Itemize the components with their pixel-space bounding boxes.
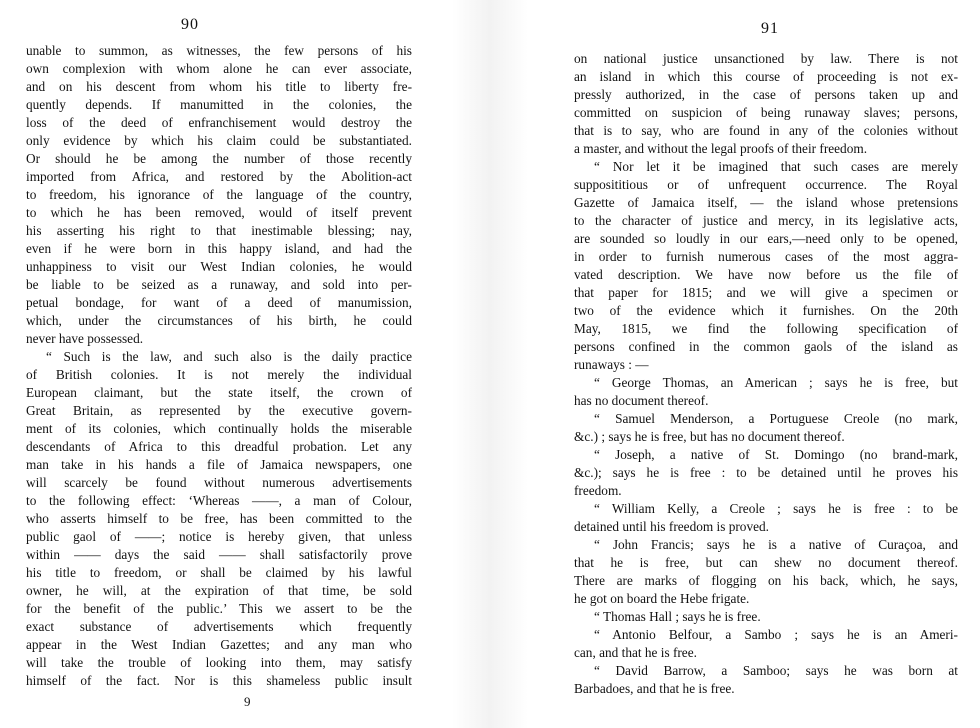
text-line: imported from Africa, and restored by the Abolition-act <box>26 169 412 184</box>
text-line: that is to say, who are found in any of the colonies without <box>574 123 958 138</box>
text-line: persons confined in the common gaols of the island as <box>574 339 958 354</box>
text-line: freedom. <box>574 483 622 498</box>
text-line: in order to furnish numerous cases of the most aggra- <box>574 249 958 264</box>
text-line: will take the trouble of looking into them, may satisfy <box>26 655 412 670</box>
text-line: “ Thomas Hall ; says he is free. <box>594 609 761 624</box>
text-line: he got on board the Hebe frigate. <box>574 591 750 606</box>
left-page-text <box>26 42 412 690</box>
text-line: unable to summon, as witnesses, the few persons of his <box>26 43 412 58</box>
text-line: detained until his freedom is proved. <box>574 519 769 534</box>
text-line: committed on suspicion of being runaway slaves; persons, <box>574 105 958 120</box>
text-line: petual bondage, for want of a deed of manumission, <box>26 295 412 310</box>
text-line: never have possessed. <box>26 331 144 346</box>
text-line: his asserting his right to that inestimable blessing; nay, <box>26 223 412 238</box>
text-line: public gaol of ——; notice is hereby given, that unless <box>26 529 412 544</box>
text-line: Gazette of Jamaica itself, — the island whose pretensions <box>574 195 958 210</box>
text-line: There are marks of flogging on his back, which, he says, <box>574 573 958 588</box>
text-line: “ George Thomas, an American ; says he is free, but <box>594 375 958 390</box>
text-line: himself of the fact. Nor is this shameless public insult <box>26 673 412 688</box>
text-line: unhappiness to visit our West Indian colonies, he would <box>26 259 412 274</box>
text-line: that he is free, but can shew no document thereof. <box>574 555 958 570</box>
text-line: &c.); says he is free : to be detained until he proves his <box>574 465 958 480</box>
text-line: to which he has been removed, would of itself prevent <box>26 205 412 220</box>
right-page-text <box>574 50 958 698</box>
text-line: owner, he will, at the expiration of that time, be sold <box>26 583 412 598</box>
text-line: man take in his hands a file of Jamaica newspapers, one <box>26 457 412 472</box>
text-line: own complexion with whom alone he can ever associate, <box>26 61 412 76</box>
text-line: descendants of Africa to this dreadful probation. Let any <box>26 439 412 454</box>
text-line: “ John Francis; says he is a native of Curaçoa, and <box>594 537 958 552</box>
text-line: and on his descent from whom his title to liberty fre- <box>26 79 412 94</box>
text-line: pressly authorized, in the case of persons taken up and <box>574 87 958 102</box>
page-number-left: 90 <box>181 16 199 33</box>
text-line: supposititious or of unfrequent occurrence. The Royal <box>574 177 958 192</box>
page-number-right: 91 <box>761 20 779 37</box>
text-line: quently depends. If manumitted in the colonies, the <box>26 97 412 112</box>
book-gutter <box>452 0 528 728</box>
text-line: Or should he be among the number of those recently <box>26 151 412 166</box>
text-line: “ Samuel Menderson, a Portuguese Creole (no mark, <box>594 411 958 426</box>
text-line: that paper for 1815; and we will give a specimen or <box>574 285 958 300</box>
text-line: “ Antonio Belfour, a Sambo ; says he is an Ameri- <box>594 627 958 642</box>
text-line: two of the evidence which it furnishes. On the 20th <box>574 303 958 318</box>
text-line: can, and that he is free. <box>574 645 697 660</box>
text-line: to the character of justice and mercy, in its legislative acts, <box>574 213 958 228</box>
text-line: even if he were born in this happy island, and had the <box>26 241 412 256</box>
text-line: &c.) ; says he is free, but has no document thereof. <box>574 429 845 444</box>
text-line: will scarcely be found without numerous advertisements <box>26 475 412 490</box>
text-line: who asserts himself to be free, has been committed to the <box>26 511 412 526</box>
text-line: vated description. We have now before us the file of <box>574 267 958 282</box>
text-line: which, under the circumstances of his birth, he could <box>26 313 412 328</box>
text-line: Great Britain, as represented by the executive govern- <box>26 403 412 418</box>
text-line: May, 1815, we find the following specification of <box>574 321 958 336</box>
text-line: “ William Kelly, a Creole ; says he is free : to be <box>594 501 958 516</box>
text-line: his title to freedom, or shall be claimed by his lawful <box>26 565 412 580</box>
text-line: European claimant, but the state itself, the crown of <box>26 385 412 400</box>
text-line: “ Joseph, a native of St. Domingo (no brand-mark, <box>594 447 958 462</box>
text-line: Barbadoes, and that he is free. <box>574 681 735 696</box>
text-line: for the benefit of the public.’ This we assert to be the <box>26 601 412 616</box>
text-line: to freedom, his ignorance of the language of the country, <box>26 187 412 202</box>
text-line: runaways : — <box>574 357 649 372</box>
text-line: of British colonies. It is not merely the individual <box>26 367 412 382</box>
text-line: be liable to be seized as a runaway, and sold into per- <box>26 277 412 292</box>
text-line: exact substance of advertisements which frequently <box>26 619 412 634</box>
signature-mark: 9 <box>244 694 251 709</box>
text-line: “ David Barrow, a Samboo; says he was born at <box>594 663 958 678</box>
text-line: “ Such is the law, and such also is the daily practice <box>46 349 412 364</box>
text-line: on national justice unsanctioned by law. There is not <box>574 51 958 66</box>
text-line: within —— days the said —— shall satisfactorily prove <box>26 547 412 562</box>
text-line: loss of the deed of enfranchisement would destroy the <box>26 115 412 130</box>
text-line: to the following effect: ‘Whereas ——, a man of Colour, <box>26 493 412 508</box>
text-line: a master, and without the legal proofs of their freedom. <box>574 141 868 156</box>
left-page <box>0 0 440 728</box>
text-line: has no document thereof. <box>574 393 709 408</box>
text-line: appear in the West Indian Gazettes; and any man who <box>26 637 412 652</box>
text-line: are sounded so loudly in our ears,—need only to be opened, <box>574 231 958 246</box>
text-line: ment of its colonies, which continually holds the miserable <box>26 421 412 436</box>
text-line: “ Nor let it be imagined that such cases are merely <box>594 159 958 174</box>
text-line: an island in which this course of proceeding is not ex- <box>574 69 958 84</box>
text-line: only evidence by which his claim could be substantiated. <box>26 133 412 148</box>
right-page <box>540 0 980 728</box>
